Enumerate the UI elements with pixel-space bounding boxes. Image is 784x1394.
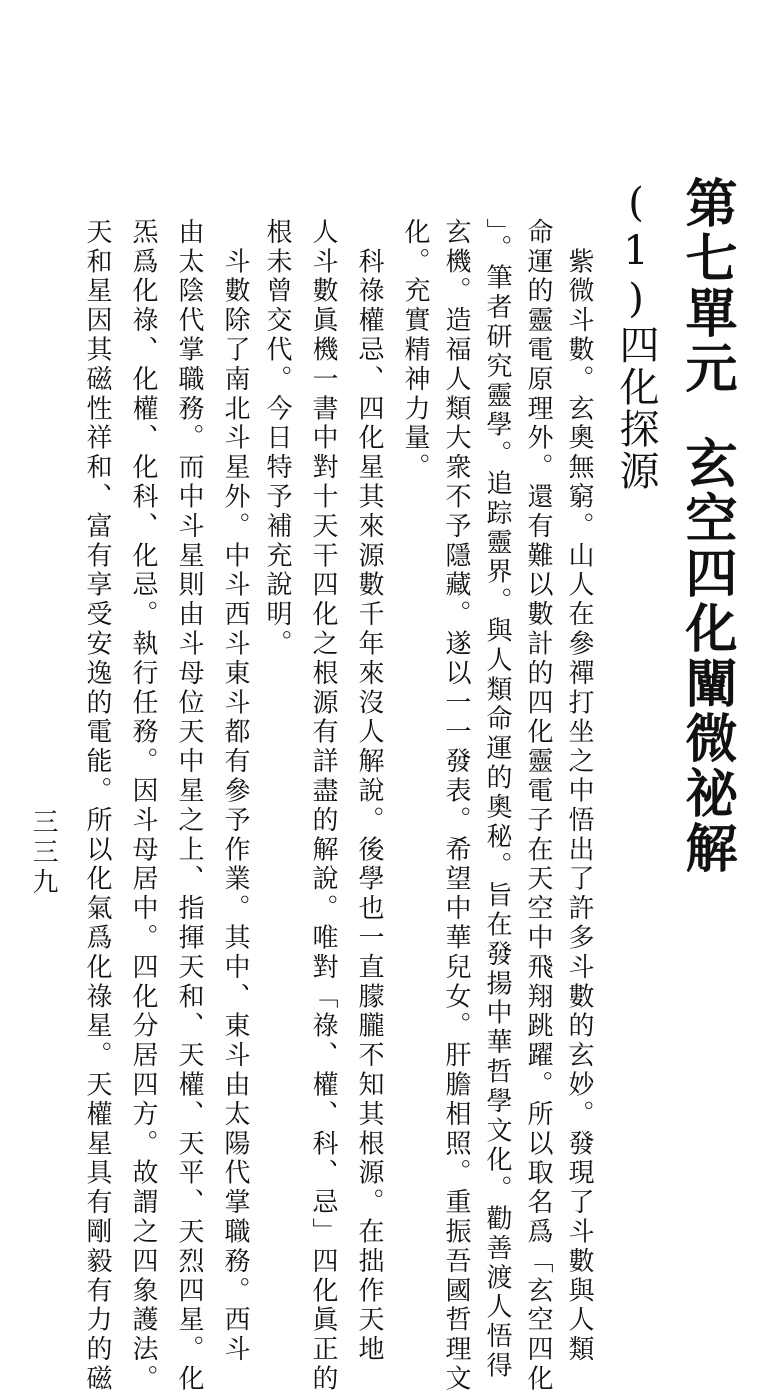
text-column: 炁爲化祿、化權、化科、化忌。執行任務。因斗母居中。四化分居四方。故謂之四象護法。 <box>128 218 158 1394</box>
text-column: 」。筆者研究靈學。追踪靈界。與人類命運的奧秘。旨在發揚中華哲學文化。勸善渡人悟得 <box>482 218 512 1381</box>
text-column: 根未曾交代。今日特予補充說明。 <box>262 218 292 659</box>
chapter-title-sub: 玄空四化闡微祕解 <box>676 436 737 876</box>
text-column: 由太陰代掌職務。而中斗星則由斗母位天中星之上、指揮天和、天權、天平、天烈四星。化 <box>174 218 204 1394</box>
text-column: 科祿權忌、四化星其來源數千年來沒人解說。後學也一直朦朧不知其根源。在拙作天地 <box>354 218 384 1365</box>
text-column: 天和星因其磁性祥和、富有享受安逸的電能。所以化氣爲化祿星。天權星具有剛毅有力的磁 <box>82 218 112 1394</box>
text-column: 人斗數眞機一書中對十天干四化之根源有詳盡的解說。唯對「祿、權、科、忌」四化眞正的 <box>308 218 338 1394</box>
text-column: 紫微斗數。玄奧無窮。山人在參禪打坐之中悟出了許多斗數的玄妙。發現了斗數與人類 <box>564 218 594 1365</box>
page-number: 三三九 <box>28 808 58 898</box>
text-column: 斗數除了南北斗星外。中斗西斗東斗都有參予作業。其中、東斗由太陽代掌職務。西斗 <box>220 218 250 1365</box>
text-column: 命運的靈電原理外。還有難以數計的四化靈電子在天空中飛翔跳躍。所以取名爲「玄空四化 <box>523 218 553 1394</box>
text-column: 化。充實精神力量。 <box>400 218 430 483</box>
chapter-title-main: 第七單元 <box>676 176 737 396</box>
text-column: 玄機。造福人類大衆不予隱藏。遂以一一發表。希望中華兒女。肝膽相照。重振吾國哲理文 <box>441 218 471 1394</box>
chapter-title <box>676 176 737 876</box>
section-heading: (1)四化探源 <box>613 180 659 492</box>
